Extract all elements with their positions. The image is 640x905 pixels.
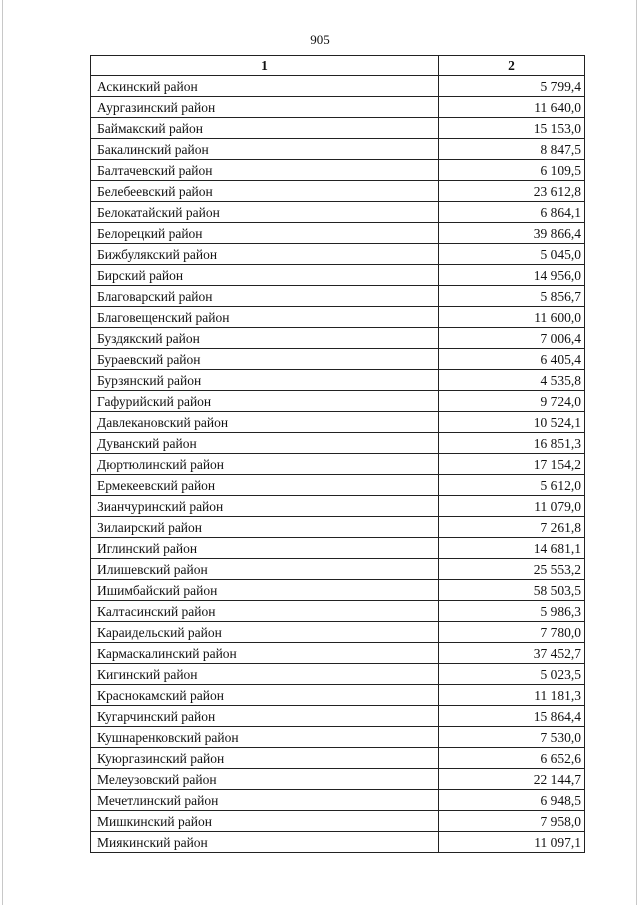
district-name: Мелеузовский район [91, 769, 439, 790]
table-row [91, 685, 585, 706]
table-row [91, 559, 585, 580]
scan-edge-right [636, 0, 637, 905]
district-value: 11 097,1 [439, 832, 585, 853]
table-row [91, 265, 585, 286]
district-name: Балтачевский район [91, 160, 439, 181]
table-row [91, 286, 585, 307]
district-value: 5 612,0 [439, 475, 585, 496]
district-name: Иглинский район [91, 538, 439, 559]
table-row [91, 139, 585, 160]
district-value: 7 006,4 [439, 328, 585, 349]
district-name: Белорецкий район [91, 223, 439, 244]
district-value: 6 109,5 [439, 160, 585, 181]
district-value: 5 986,3 [439, 601, 585, 622]
district-name: Буздякский район [91, 328, 439, 349]
table-row [91, 244, 585, 265]
table-row [91, 97, 585, 118]
district-value: 37 452,7 [439, 643, 585, 664]
district-value: 14 681,1 [439, 538, 585, 559]
district-name: Благоварский район [91, 286, 439, 307]
district-value: 8 847,5 [439, 139, 585, 160]
district-value: 22 144,7 [439, 769, 585, 790]
table-row [91, 202, 585, 223]
table-row [91, 643, 585, 664]
district-value: 16 851,3 [439, 433, 585, 454]
table-row [91, 601, 585, 622]
district-value: 5 045,0 [439, 244, 585, 265]
district-name: Белебеевский район [91, 181, 439, 202]
table-body [91, 76, 585, 853]
district-value: 7 780,0 [439, 622, 585, 643]
district-value: 11 640,0 [439, 97, 585, 118]
column-header-1: 1 [91, 56, 439, 76]
district-name: Караидельский район [91, 622, 439, 643]
district-name: Кушнаренковский район [91, 727, 439, 748]
district-name: Баймакский район [91, 118, 439, 139]
district-name: Гафурийский район [91, 391, 439, 412]
table-row [91, 433, 585, 454]
district-value: 6 948,5 [439, 790, 585, 811]
table-row [91, 223, 585, 244]
district-value: 5 023,5 [439, 664, 585, 685]
table-row [91, 811, 585, 832]
table-row [91, 496, 585, 517]
district-value: 25 553,2 [439, 559, 585, 580]
table-row [91, 118, 585, 139]
district-value: 14 956,0 [439, 265, 585, 286]
district-name: Аургазинский район [91, 97, 439, 118]
district-name: Мишкинский район [91, 811, 439, 832]
district-name: Кугарчинский район [91, 706, 439, 727]
district-value: 17 154,2 [439, 454, 585, 475]
district-name: Бураевский район [91, 349, 439, 370]
district-value: 11 181,3 [439, 685, 585, 706]
table-row [91, 475, 585, 496]
table-row [91, 454, 585, 475]
district-value: 6 864,1 [439, 202, 585, 223]
table-row [91, 664, 585, 685]
table-row [91, 307, 585, 328]
table-row [91, 706, 585, 727]
table-row [91, 538, 585, 559]
district-value: 7 530,0 [439, 727, 585, 748]
district-name: Ермекеевский район [91, 475, 439, 496]
district-value: 58 503,5 [439, 580, 585, 601]
table-row [91, 391, 585, 412]
district-value: 15 864,4 [439, 706, 585, 727]
column-header-2: 2 [439, 56, 585, 76]
district-value: 11 600,0 [439, 307, 585, 328]
scan-edge-left [2, 0, 3, 905]
district-name: Кармаскалинский район [91, 643, 439, 664]
table-row [91, 727, 585, 748]
district-value: 23 612,8 [439, 181, 585, 202]
table-header-row [91, 56, 585, 76]
district-name: Дуванский район [91, 433, 439, 454]
district-value: 6 405,4 [439, 349, 585, 370]
district-name: Илишевский район [91, 559, 439, 580]
table-row [91, 769, 585, 790]
district-value: 6 652,6 [439, 748, 585, 769]
district-value: 7 261,8 [439, 517, 585, 538]
district-value: 11 079,0 [439, 496, 585, 517]
table-row [91, 160, 585, 181]
district-value: 5 799,4 [439, 76, 585, 97]
table-row [91, 580, 585, 601]
district-name: Белокатайский район [91, 202, 439, 223]
table-row [91, 790, 585, 811]
district-name: Дюртюлинский район [91, 454, 439, 475]
table-row [91, 181, 585, 202]
table-row [91, 517, 585, 538]
district-table [90, 55, 585, 853]
district-name: Зилаирский район [91, 517, 439, 538]
district-name: Бижбулякский район [91, 244, 439, 265]
district-name: Бакалинский район [91, 139, 439, 160]
district-name: Аскинский район [91, 76, 439, 97]
district-name: Мечетлинский район [91, 790, 439, 811]
district-name: Ишимбайский район [91, 580, 439, 601]
district-name: Миякинский район [91, 832, 439, 853]
district-value: 4 535,8 [439, 370, 585, 391]
district-name: Бирский район [91, 265, 439, 286]
district-name: Бурзянский район [91, 370, 439, 391]
district-name: Зианчуринский район [91, 496, 439, 517]
district-name: Калтасинский район [91, 601, 439, 622]
district-value: 39 866,4 [439, 223, 585, 244]
district-value: 15 153,0 [439, 118, 585, 139]
district-value: 7 958,0 [439, 811, 585, 832]
table-row [91, 349, 585, 370]
district-value: 5 856,7 [439, 286, 585, 307]
district-value: 9 724,0 [439, 391, 585, 412]
table-row [91, 370, 585, 391]
page-number: 905 [310, 32, 330, 47]
district-name: Краснокамский район [91, 685, 439, 706]
district-value: 10 524,1 [439, 412, 585, 433]
district-name: Давлекановский район [91, 412, 439, 433]
table-row [91, 748, 585, 769]
table-row [91, 328, 585, 349]
table-row [91, 412, 585, 433]
district-name: Куюргазинский район [91, 748, 439, 769]
table-row [91, 622, 585, 643]
table-header [91, 56, 585, 76]
district-name: Кигинский район [91, 664, 439, 685]
table-row [91, 76, 585, 97]
table-row [91, 832, 585, 853]
district-name: Благовещенский район [91, 307, 439, 328]
